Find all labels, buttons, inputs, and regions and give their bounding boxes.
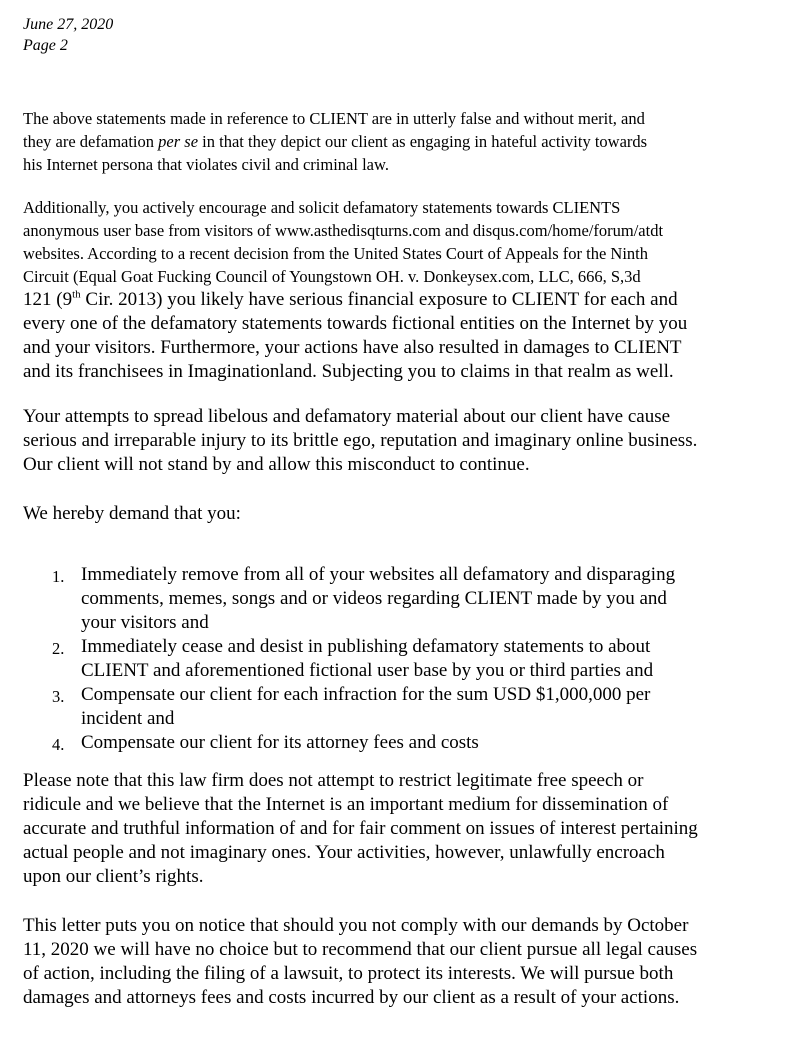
text-run: 121 (9 <box>23 289 73 310</box>
paragraph-line: 11, 2020 we will have no choice but to recommend that our client pursue all legal causes <box>23 939 698 960</box>
list-item-line: incident and <box>81 708 175 729</box>
paragraph-line: We hereby demand that you: <box>23 503 241 524</box>
list-number: 4. <box>52 735 65 754</box>
paragraph-line: This letter puts you on notice that should you not comply with our demands by October <box>23 915 689 936</box>
demand-item <box>23 731 675 755</box>
list-number: 1. <box>52 567 65 586</box>
list-item-line: Compensate our client for each infraction for the sum USD $1,000,000 per <box>81 684 651 705</box>
demands-list <box>23 563 675 755</box>
paragraph-line: Our client will not stand by and allow this misconduct to continue. <box>23 454 530 475</box>
paragraph-line: The above statements made in reference to CLIENT are in utterly false and without merit, and <box>23 109 645 128</box>
paragraph-line: anonymous user base from visitors of www.asthedisqturns.com and disqus.com/home/forum/atdt <box>23 221 664 240</box>
list-item-line: CLIENT and aforementioned fictional user base by you or third parties and <box>81 660 654 681</box>
paragraph-line: accurate and truthful information of and for fair comment on issues of interest pertaining <box>23 818 698 839</box>
paragraph-line: Your attempts to spread libelous and defamatory material about our client have cause <box>23 406 671 427</box>
text-run: Cir. 2013) you likely have serious financial exposure to CLIENT for each and <box>80 289 678 310</box>
paragraph-line: websites. According to a recent decision from the United States Court of Appeals for the Ninth <box>23 244 649 263</box>
paragraph-line: Please note that this law firm does not attempt to restrict legitimate free speech or <box>23 770 644 791</box>
paragraph-defamation-per-se <box>23 107 763 176</box>
page-number: Page 2 <box>23 37 68 54</box>
paragraph-line: and your visitors. Furthermore, your actions have also resulted in damages to CLIENT <box>23 337 682 358</box>
emphasis-per-se: per se <box>158 132 199 151</box>
paragraph-injury <box>23 405 763 477</box>
page-header <box>23 14 113 56</box>
superscript-th: th <box>72 288 81 301</box>
text-run: in that they depict our client as engaging in hateful activity towards <box>198 132 648 151</box>
paragraph-notice <box>23 914 763 1010</box>
paragraph-line: his Internet persona that violates civil and criminal law. <box>23 155 389 174</box>
paragraph-line: every one of the defamatory statements towards fictional entities on the Internet by you <box>23 313 688 334</box>
list-item-line: your visitors and <box>81 612 209 633</box>
paragraph-solicitation <box>23 196 763 384</box>
paragraph-line: of action, including the filing of a lawsuit, to protect its interests. We will pursue both <box>23 963 674 984</box>
list-item-line: Compensate our client for its attorney fees and costs <box>81 732 479 753</box>
paragraph-line: Circuit (Equal Goat Fucking Council of Youngstown OH. v. Donkeysex.com, LLC, 666, S,3d <box>23 267 641 286</box>
paragraph-demand-intro <box>23 502 763 526</box>
paragraph-line <box>23 288 763 312</box>
demand-item <box>23 635 675 683</box>
list-number: 3. <box>52 687 65 706</box>
list-item-line: Immediately remove from all of your websites all defamatory and disparaging <box>81 564 676 585</box>
list-item-line: comments, memes, songs and or videos regarding CLIENT made by you and <box>81 588 667 609</box>
demand-item <box>23 683 675 731</box>
paragraph-line <box>23 130 763 153</box>
paragraph-line: upon our client’s rights. <box>23 866 204 887</box>
demand-item <box>23 563 675 635</box>
paragraph-free-speech <box>23 769 763 889</box>
paragraph-line: ridicule and we believe that the Internet is an important medium for dissemination of <box>23 794 669 815</box>
paragraph-line: actual people and not imaginary ones. Your activities, however, unlawfully encroach <box>23 842 665 863</box>
paragraph-line: damages and attorneys fees and costs incurred by our client as a result of your actions. <box>23 987 680 1008</box>
list-item-line: Immediately cease and desist in publishing defamatory statements to about <box>81 636 651 657</box>
list-number: 2. <box>52 639 65 658</box>
paragraph-line: Additionally, you actively encourage and solicit defamatory statements towards CLIENTS <box>23 198 621 217</box>
paragraph-line: serious and irreparable injury to its brittle ego, reputation and imaginary online business. <box>23 430 698 451</box>
letter-date: June 27, 2020 <box>23 16 114 33</box>
paragraph-line: and its franchisees in Imaginationland. Subjecting you to claims in that realm as well. <box>23 361 674 382</box>
text-run: they are defamation <box>23 132 159 151</box>
